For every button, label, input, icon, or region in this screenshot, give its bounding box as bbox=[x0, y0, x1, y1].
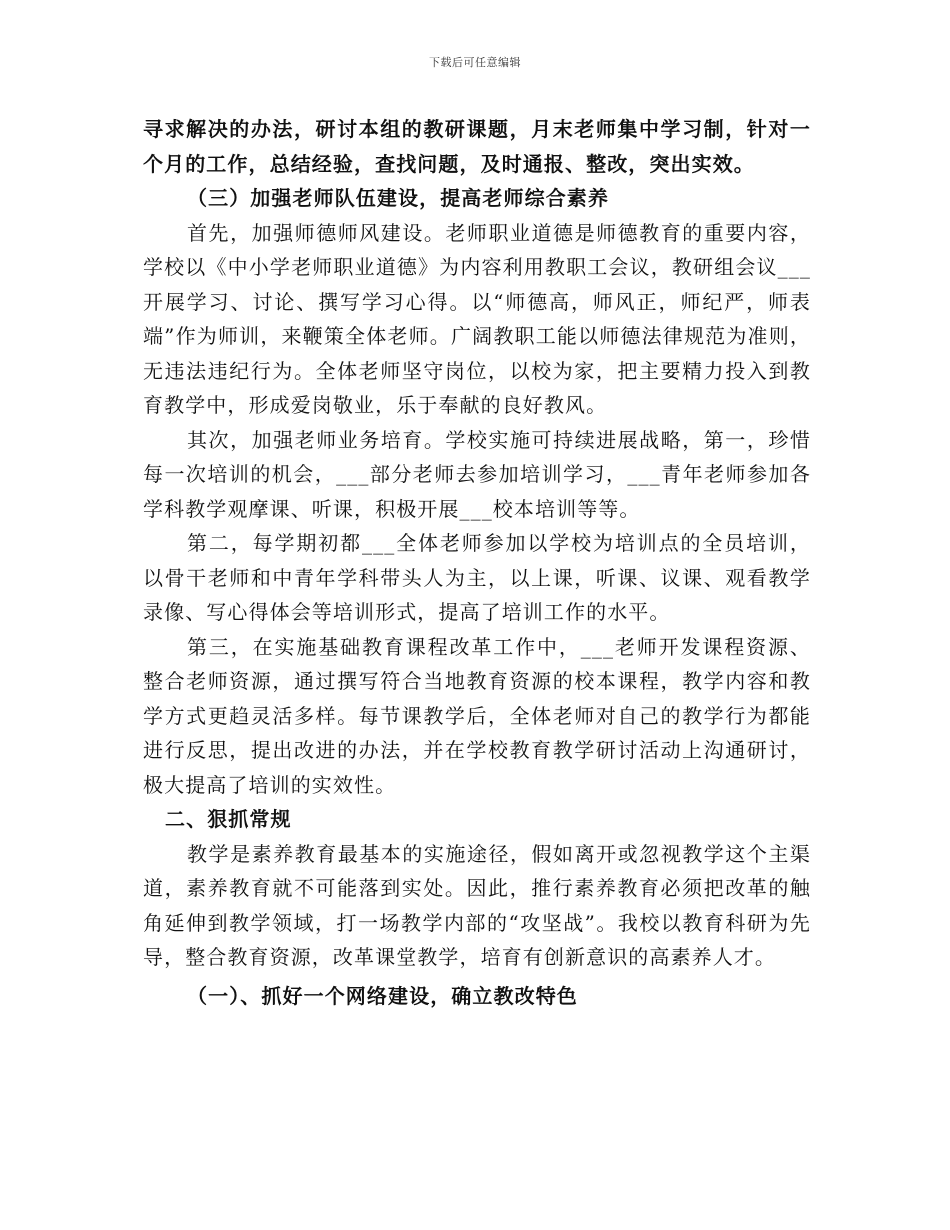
section-heading-network: （一）、抓好一个网络建设，确立教改特色 bbox=[187, 983, 578, 1008]
paragraph-third: 第三，在实施基础教育课程改革工作中，___老师开发课程资源、整合老师资源，通过撰写符合当地教育资源的校本课程，教学内容和教学方式更趋灵活多样。每节课教学后，全体老师对自己的教学行为都能进行反思，提出改进的办法，并在学校教育教学研讨活动上沟通研讨，极大提高了培训的实效性。 bbox=[143, 634, 811, 797]
section-heading-routine: 二、狠抓常规 bbox=[165, 807, 292, 831]
paragraph-ethics: 首先，加强师德师风建设。老师职业道德是师德教育的重要内容，学校以《中小学老师职业道德》为内容利用教职工会议，教研组会议___开展学习、讨论、撰写学习心得。以“师德高，师风正，师纪严，师表端”作为师训，来鞭策全体老师。广阔教职工能以师德法律规范为准则，无违法违纪行为。全体老师坚守岗位，以校为家，把主要精力投入到教育教学中，形成爱岗敬业，乐于奉献的良好教风。 bbox=[143, 220, 811, 417]
paragraph-teaching: 教学是素养教育最基本的实施途径，假如离开或忽视教学这个主渠道，素养教育就不可能落到实处。因此，推行素养教育必须把改革的触角延伸到教学领域，打一场教学内部的“攻坚战”。我校以教育科研为先导，整合教育资源，改革课堂教学，培育有创新意识的高素养人才。 bbox=[143, 841, 811, 969]
page-header: 下载后可任意编辑 bbox=[429, 56, 521, 69]
paragraph-second: 第二，每学期初都___全体老师参加以学校为培训点的全员培训，以骨干老师和中青年学科带头人为主，以上课，听课、议课、观看教学录像、写心得体会等培训形式，提高了培训工作的水平。 bbox=[143, 531, 811, 624]
document-body bbox=[143, 112, 811, 1013]
paragraph-continuation: 寻求解决的办法，研讨本组的教研课题，月末老师集中学习制，针对一个月的工作，总结经验，查找问题，及时通报、整改，突出实效。 bbox=[143, 117, 811, 176]
section-heading-teacher-team: （三）加强老师队伍建设，提高老师综合素养 bbox=[187, 186, 609, 210]
paragraph-training: 其次，加强老师业务培育。学校实施可持续进展战略，第一，珍惜每一次培训的机会，___部分老师去参加培训学习，___青年老师参加各学科教学观摩课、听课，积极开展___校本培训等等。 bbox=[143, 427, 811, 521]
